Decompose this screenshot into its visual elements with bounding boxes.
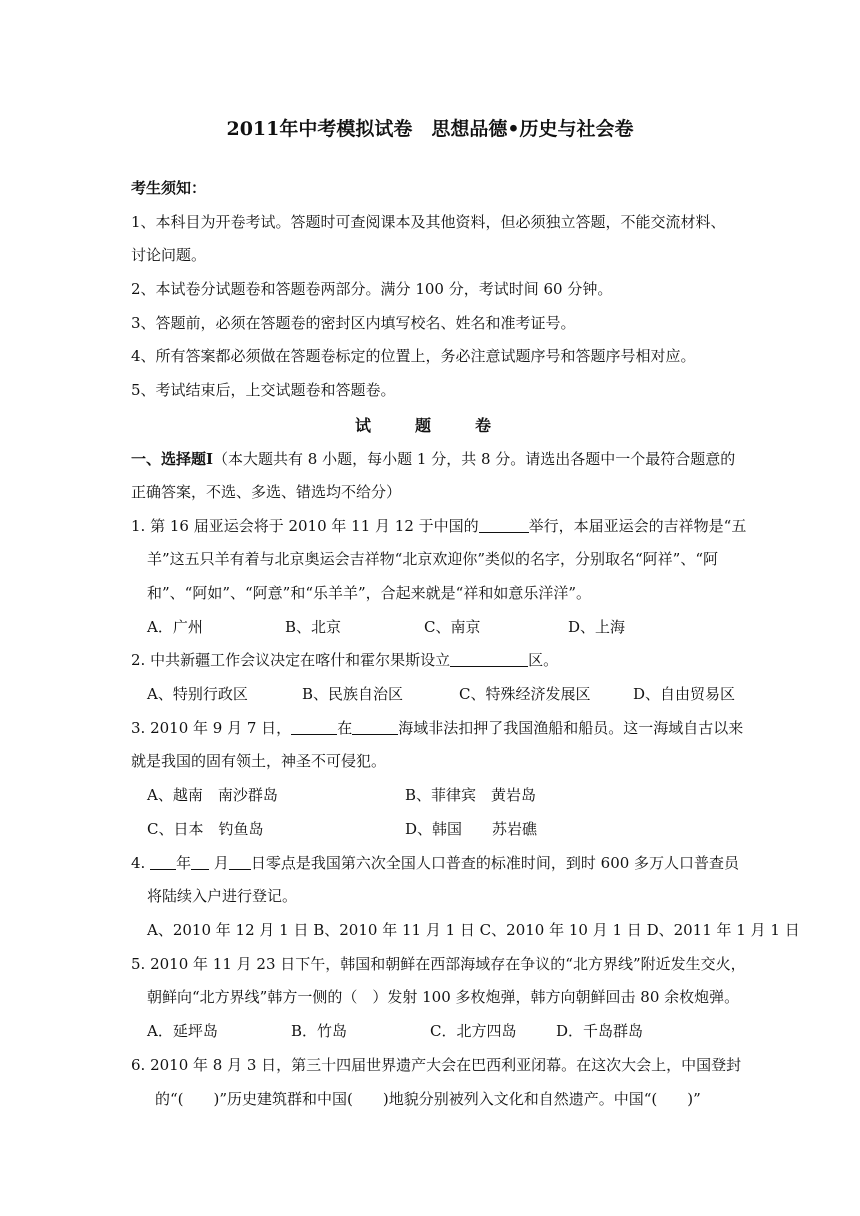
notice-item-3: 3、答题前，必须在答题卷的密封区内填写校名、姓名和准考证号。 [131,314,576,332]
question-6-line1: 6. 2010 年 8 月 3 日，第三十四届世界遗产大会在巴西利亚闭幕。在这次大会上，中国登封 [131,1056,742,1074]
question-4-text-b: 年 [176,854,192,872]
question-5-line1: 5. 2010 年 11 月 23 日下午，韩国和朝鲜在西部海域存在争议的“北方界线”附近发生交火， [131,955,746,973]
question-3-text-c: 海域非法扣押了我国渔船和船员。这一海域自古以来 [398,719,744,737]
answer-blank [450,651,528,667]
question-3-option-c: C、日本 钓鱼岛 [147,820,264,838]
question-4-options: A、2010 年 12 月 1 日 B、2010 年 11 月 1 日 C、2010 年 10 月 1 日 D、2011 年 1 月 1 日 [147,921,800,939]
question-3-line1 [131,718,743,738]
question-2-option-a: A、特别行政区 [147,685,248,703]
question-5-option-a: A．延坪岛 [147,1022,218,1040]
question-2-option-c: C、特殊经济发展区 [459,685,591,703]
question-1-text-a: 1. 第 16 届亚运会将于 2010 年 11 月 12 于中国的 [131,517,479,535]
question-1-option-c: C、南京 [424,618,481,636]
question-1-line3: 和”、“阿如”、“阿意”和“乐羊羊”，合起来就是“祥和如意乐洋洋”。 [147,584,592,602]
question-4-text-d: 日零点是我国第六次全国人口普查的标准时间，到时 600 多万人口普查员 [250,854,740,872]
question-3-option-a: A、越南 南沙群岛 [147,786,278,804]
question-5-option-c: C．北方四岛 [430,1022,517,1040]
question-4-text-a: 4. [131,854,151,872]
answer-blank [229,854,251,870]
question-2-option-d: D、自由贸易区 [633,685,736,703]
notice-heading: 考生须知： [131,179,207,197]
question-1-line2: 羊”这五只羊有着与北京奥运会吉祥物“北京欢迎你”类似的名字，分别取名“阿祥”、“阿 [147,550,719,568]
question-4-text-c: 月 [209,854,229,872]
notice-item-4: 4、所有答案都必须做在答题卷标定的位置上，务必注意试题序号和答题序号相对应。 [131,347,696,365]
answer-blank [191,854,209,870]
question-1-option-a: A．广州 [147,618,203,636]
question-3-option-b: B、菲律宾 黄岩岛 [405,786,537,804]
question-2-text-b: 区。 [528,651,559,669]
section-title: 试 题 卷 [354,416,505,435]
question-2-text-a: 2. 中共新疆工作会议决定在喀什和霍尔果斯设立 [131,651,451,669]
question-1-option-b: B、北京 [285,618,342,636]
question-6-line2: 的“( )”历史建筑群和中国( )地貌分别被列入文化和自然遗产。中国“( )” [155,1090,701,1108]
question-2-option-b: B、民族自治区 [302,685,404,703]
part1-intro-line1 [131,449,735,469]
question-3-text-b: 在 [337,719,353,737]
question-3-line2: 就是我国的固有领土，神圣不可侵犯。 [131,752,387,770]
answer-blank [352,719,398,735]
question-1-option-d: D、上海 [568,618,626,636]
question-1-text-b: 举行，本届亚运会的吉祥物是“五 [528,517,747,535]
question-3-option-d: D、韩国 苏岩礁 [405,820,538,838]
notice-item-2: 2、本试卷分试题卷和答题卷两部分。满分 100 分，考试时间 60 分钟。 [131,280,613,298]
part1-heading: 一、选择题Ⅰ [131,450,214,468]
question-3-text-a: 3. 2010 年 9 月 7 日， [131,719,292,737]
part1-intro-text: （本大题共有 8 小题，每小题 1 分，共 8 分。请选出各题中一个最符合题意的 [213,450,736,468]
notice-item-1: 1、本科目为开卷考试。答题时可查阅课本及其他资料，但必须独立答题，不能交流材料、 [131,213,726,231]
answer-blank [150,854,176,870]
question-5-line2: 朝鲜向“北方界线”韩方一侧的（ ）发射 100 多枚炮弹，韩方向朝鲜回击 80 余枚炮弹。 [147,988,740,1006]
question-1-line1 [131,516,746,536]
page-title: 2011年中考模拟试卷 思想品德•历史与社会卷 [226,118,634,140]
question-4-line2: 将陆续入户进行登记。 [147,887,298,905]
question-5-option-d: D．千岛群岛 [556,1022,644,1040]
question-4-line1 [131,853,739,873]
question-5-option-b: B．竹岛 [291,1022,348,1040]
question-2-line1 [131,650,558,670]
answer-blank [291,719,337,735]
answer-blank [479,517,529,533]
part1-intro-line2: 正确答案，不选、多选、错选均不给分） [131,483,402,501]
notice-item-1-cont: 讨论问题。 [131,246,207,264]
notice-item-5: 5、考试结束后，上交试题卷和答题卷。 [131,381,396,399]
